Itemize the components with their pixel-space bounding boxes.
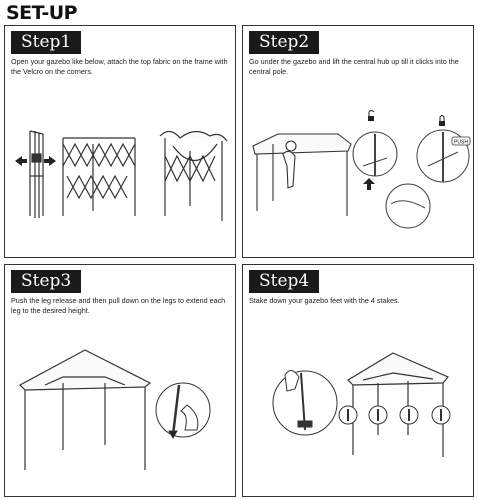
step4-illustration (243, 265, 475, 498)
step1-panel (4, 25, 236, 258)
step2-illustration (243, 26, 475, 259)
step3-label: Step3 (11, 270, 81, 293)
step4-label: Step4 (249, 270, 319, 293)
step3-description: Push the leg release and then pull down on the legs to extend each leg to the desired height. (11, 296, 226, 315)
step2-panel (242, 25, 474, 258)
lock-icon (439, 116, 445, 127)
stake-detail (273, 370, 337, 435)
push-badge: PUSH (454, 139, 468, 146)
unlock-icon (368, 111, 374, 122)
leg-release-detail (156, 383, 210, 438)
gazebo-legs (20, 350, 150, 470)
step1-illustration (5, 26, 237, 259)
arrow-icon (363, 178, 375, 190)
frame-with-fabric (160, 131, 227, 221)
step4-panel (242, 264, 474, 497)
step3-illustration (5, 265, 237, 498)
expanding-frame (63, 138, 135, 216)
folded-frame (30, 131, 43, 218)
step3-panel (4, 264, 236, 497)
step2-label: Step2 (249, 31, 319, 54)
gazebo-staked (348, 353, 448, 457)
foot-stake-details (339, 406, 450, 424)
step2-description: Go under the gazebo and lift the central hub up till it clicks into the central pole. (249, 57, 459, 76)
lock-detail (353, 130, 469, 228)
gazebo-person (253, 134, 351, 216)
step1-description: Open your gazebo like below, attach the top fabric on the frame with the Velcro on the corners. (11, 57, 228, 76)
page-title: SET-UP (6, 2, 78, 24)
step1-label: Step1 (11, 31, 81, 54)
step4-description: Stake down your gazebo feet with the 4 stakes. (249, 296, 400, 305)
